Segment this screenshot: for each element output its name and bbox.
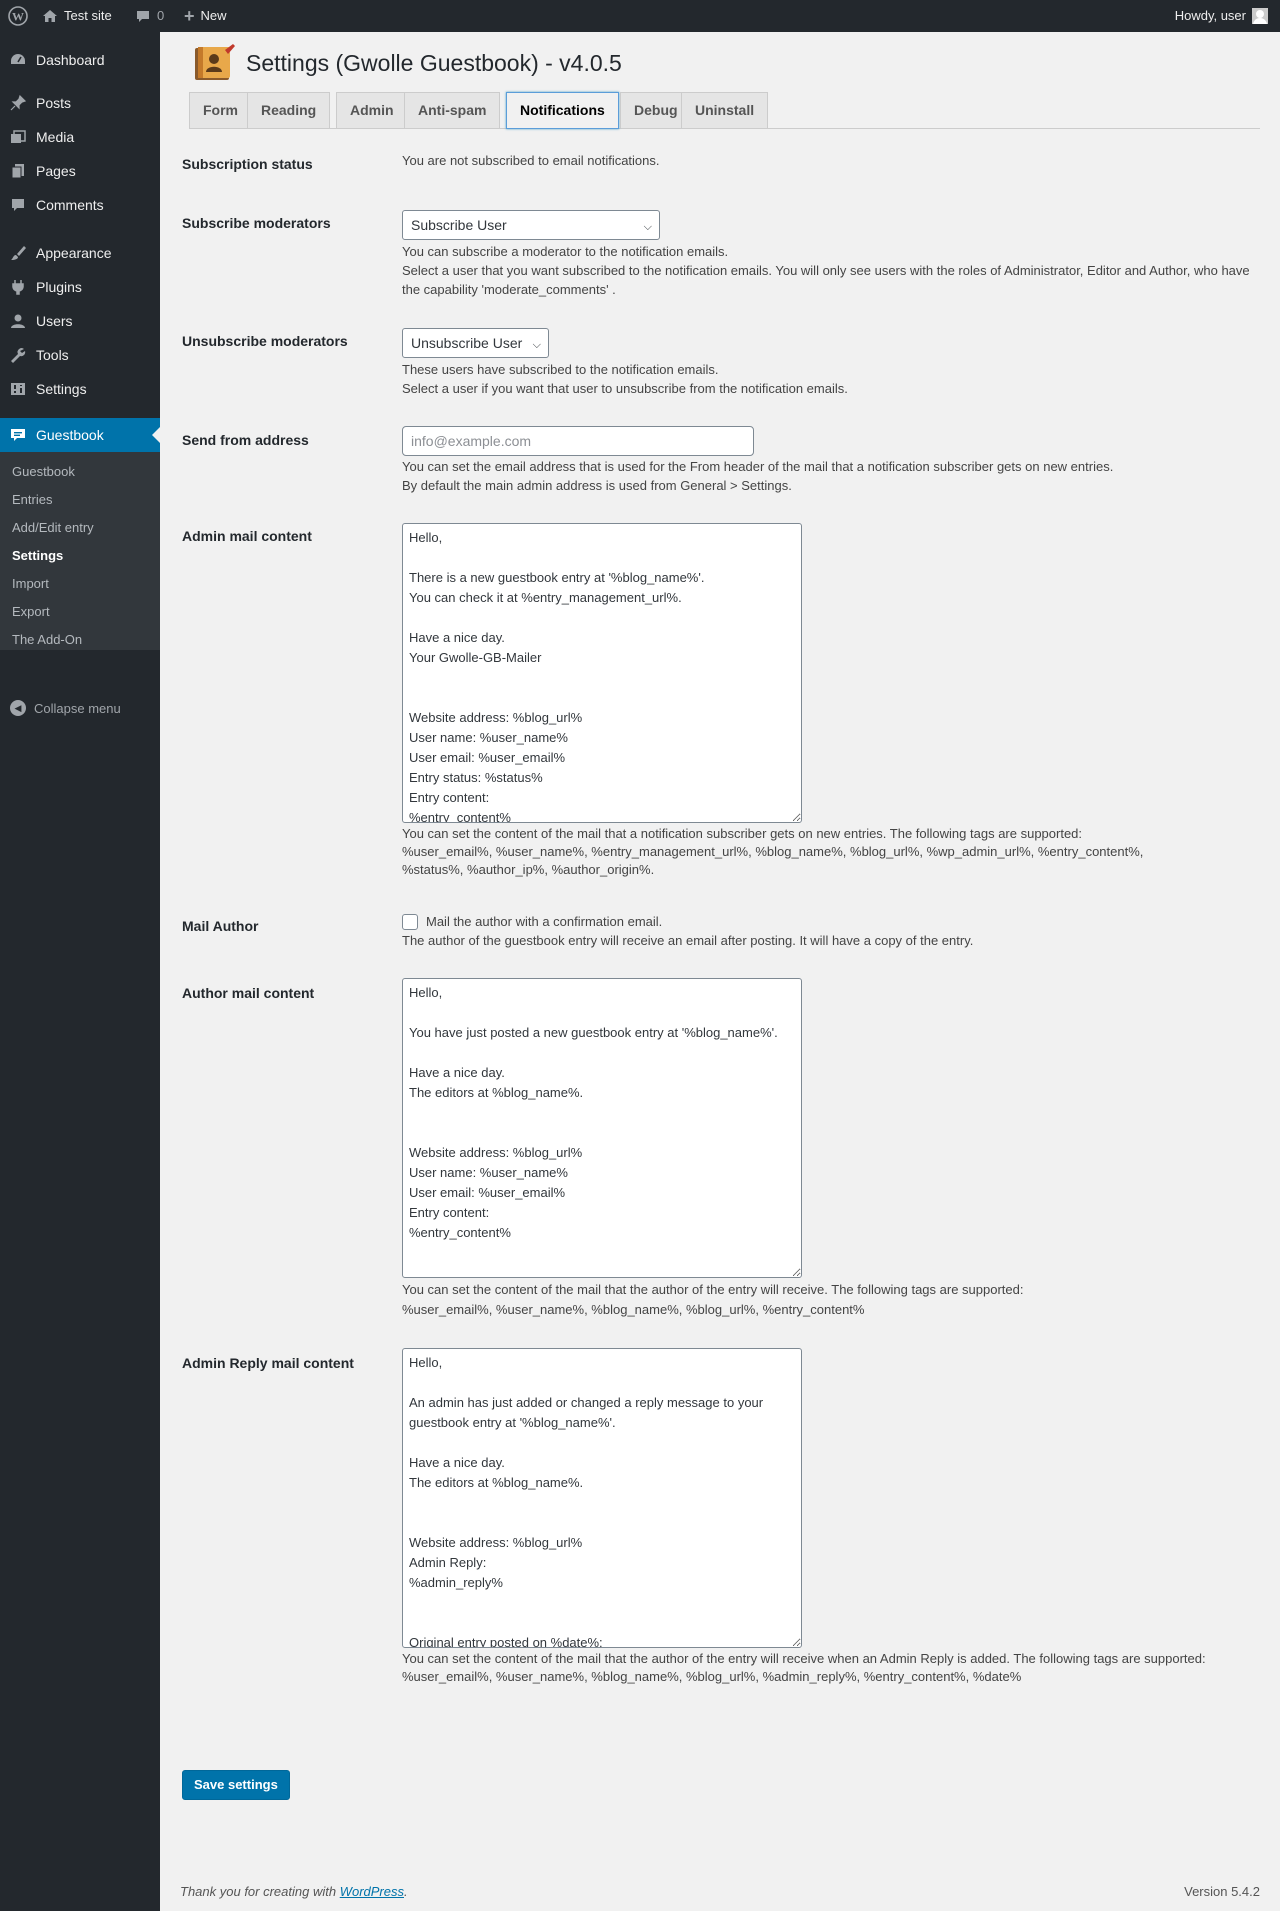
sidebar-item-dashboard[interactable] [0, 43, 160, 77]
sidebar-item-appearance[interactable] [0, 236, 160, 270]
mail-author-label: Mail Author [182, 918, 259, 934]
wordpress-logo-icon[interactable] [8, 0, 28, 32]
submenu-item-import[interactable]: Import [12, 576, 49, 591]
unsubscribe-user-select-wrap [402, 328, 549, 358]
author-mail-content-label: Author mail content [182, 985, 315, 1001]
collapse-arrow-icon: ◀ [10, 700, 26, 716]
main-content [160, 32, 1280, 1911]
admin-mail-textarea[interactable] [402, 523, 802, 823]
submenu-item-guestbook[interactable]: Guestbook [12, 464, 75, 479]
tab-debug[interactable]: Debug [620, 92, 692, 128]
chevron-down-icon: ⌵ [532, 339, 541, 351]
author-mail-textarea[interactable] [402, 978, 802, 1278]
subscribe-desc-1: You can subscribe a moderator to the notification emails. [402, 244, 729, 259]
admin-mail-content-label: Admin mail content [182, 528, 312, 544]
home-icon [42, 8, 58, 24]
admin-mail-desc-2: %user_email%, %user_name%, %entry_management_url%, %blog_name%, %blog_url%, %wp_admin_url%, %entry_content%, [402, 844, 1144, 859]
plus-icon: + [184, 6, 195, 26]
sidebar-item-media[interactable] [0, 120, 160, 154]
submenu-item-entries[interactable]: Entries [12, 492, 53, 507]
submenu-item-settings[interactable]: Settings [12, 548, 64, 563]
sidebar-item-label: Tools [36, 347, 69, 363]
site-name-link[interactable] [42, 0, 112, 32]
media-icon [0, 128, 36, 146]
sidebar-item-label: Comments [36, 197, 104, 213]
sidebar-item-guestbook[interactable] [0, 418, 160, 452]
guestbook-logo-icon [192, 44, 236, 82]
sidebar-item-label: Dashboard [36, 52, 105, 68]
admin-bar [0, 0, 1280, 32]
tab-form[interactable]: Form [189, 92, 252, 128]
mail-author-checkbox[interactable] [402, 914, 418, 930]
guestbook-submenu [0, 452, 160, 650]
sidebar-item-label: Posts [36, 95, 72, 111]
admin-mail-desc-1: You can set the content of the mail that a notification subscriber gets on new entries. The following tags are supported: [402, 826, 1083, 841]
author-mail-desc-1: You can set the content of the mail that the author of the entry will receive. The following tags are supported: [402, 1282, 1024, 1297]
new-label: New [200, 8, 227, 23]
sidebar-item-label: Appearance [36, 245, 112, 261]
submenu-item-the-add-on[interactable]: The Add-On [12, 632, 83, 647]
subscribe-user-select[interactable] [402, 210, 660, 240]
footer-thanks-suffix: . [404, 1884, 408, 1899]
site-name-label: Test site [64, 8, 112, 23]
sidebar-item-label: Pages [36, 163, 76, 179]
page-title: Settings (Gwolle Guestbook) - v4.0.5 [246, 49, 622, 76]
sidebar-item-label: Guestbook [36, 427, 104, 443]
comments-link[interactable] [135, 0, 164, 32]
mail-author-field [402, 912, 1262, 950]
tab-admin[interactable]: Admin [336, 92, 408, 128]
from-address-desc-1: You can set the email address that is used for the From header of the mail that a notification subscriber gets on new entries. [402, 459, 1114, 474]
plug-icon [0, 278, 36, 296]
mail-author-desc: The author of the guestbook entry will receive an email after posting. It will have a copy of the entry. [402, 933, 974, 948]
tab-anti-spam[interactable]: Anti-spam [404, 92, 500, 128]
sidebar-item-users[interactable] [0, 304, 160, 338]
tab-uninstall[interactable]: Uninstall [681, 92, 768, 128]
sidebar-item-plugins[interactable] [0, 270, 160, 304]
pages-icon [0, 162, 36, 180]
admin-reply-mail-desc-2: %user_email%, %user_name%, %blog_name%, %blog_url%, %admin_reply%, %entry_content%, %date% [402, 1669, 1022, 1684]
from-address-desc-2: By default the main admin address is used from General > Settings. [402, 478, 792, 493]
comment-bubble-icon [135, 8, 151, 24]
new-content-link[interactable] [184, 0, 227, 32]
unsubscribe-moderators-label: Unsubscribe moderators [182, 333, 348, 349]
settings-icon [0, 380, 36, 398]
guestbook-icon [0, 426, 36, 444]
subscribe-user-select-wrap [402, 210, 660, 240]
unsubscribe-desc-2: Select a user if you want that user to unsubscribe from the notification emails. [402, 381, 848, 396]
howdy-label: Howdy, user [1174, 8, 1246, 23]
footer-thanks-prefix: Thank you for creating with [180, 1884, 340, 1899]
sidebar-item-comments[interactable] [0, 188, 160, 222]
subscribe-moderators-field [402, 210, 1262, 299]
tab-notifications[interactable]: Notifications [506, 92, 619, 129]
sidebar-item-settings[interactable] [0, 372, 160, 406]
admin-reply-mail-content-field [402, 1348, 1262, 1686]
sidebar-item-posts[interactable] [0, 86, 160, 120]
pin-icon [0, 94, 36, 112]
tab-reading[interactable]: Reading [247, 92, 330, 128]
submenu-item-export[interactable]: Export [12, 604, 50, 619]
user-icon [0, 312, 36, 330]
avatar [1252, 8, 1268, 24]
page-header [192, 44, 622, 82]
dashboard-icon [0, 51, 36, 69]
sidebar-item-label: Settings [36, 381, 87, 397]
send-from-address-label: Send from address [182, 432, 309, 448]
admin-mail-desc-3: %status%, %author_ip%, %author_origin%. [402, 862, 655, 877]
sidebar-item-label: Plugins [36, 279, 82, 295]
admin-reply-mail-content-label: Admin Reply mail content [182, 1355, 354, 1371]
save-settings-button[interactable]: Save settings [182, 1770, 290, 1800]
subscribe-moderators-label: Subscribe moderators [182, 215, 331, 231]
footer-version: Version 5.4.2 [1184, 1884, 1260, 1899]
subscription-status-text: You are not subscribed to email notifications. [402, 153, 660, 168]
sidebar-item-label: Users [36, 313, 73, 329]
subscription-status-label: Subscription status [182, 156, 313, 172]
admin-reply-mail-textarea[interactable] [402, 1348, 802, 1648]
mail-author-checkbox-row[interactable] [402, 912, 1262, 931]
collapse-menu-button[interactable] [10, 700, 121, 716]
from-address-input[interactable] [402, 426, 754, 456]
sidebar-item-tools[interactable] [0, 338, 160, 372]
sidebar-item-label: Media [36, 129, 75, 145]
wrench-icon [0, 346, 36, 364]
author-mail-content-field [402, 978, 1262, 1320]
user-account-menu[interactable] [1175, 0, 1268, 32]
chevron-down-icon: ⌵ [643, 221, 652, 233]
send-from-address-field [402, 426, 1262, 495]
sidebar-item-pages[interactable] [0, 154, 160, 188]
admin-reply-mail-desc-1: You can set the content of the mail that the author of the entry will receive when an Admin Reply is added. The following tags are supported: [402, 1651, 1206, 1666]
collapse-menu-label: Collapse menu [34, 700, 121, 716]
unsubscribe-moderators-field [402, 328, 1262, 398]
svg-text:W: W [12, 9, 24, 24]
unsubscribe-desc-1: These users have subscribed to the notification emails. [402, 362, 719, 377]
comments-count: 0 [157, 8, 165, 23]
settings-tabs [189, 92, 1260, 129]
brush-icon [0, 244, 36, 262]
unsubscribe-user-select[interactable] [402, 328, 549, 358]
mail-author-checkbox-label[interactable]: Mail the author with a confirmation email. [426, 914, 663, 929]
subscribe-desc-2: Select a user that you want subscribed to the notification emails. You will only see users with the roles of Administrator, Editor and Author, who have the capability 'moderate_comments' . [402, 263, 1250, 297]
wordpress-link[interactable]: WordPress [339, 1884, 404, 1899]
comments-icon [0, 196, 36, 214]
admin-sidebar [0, 32, 160, 1911]
author-mail-desc-2: %user_email%, %user_name%, %blog_name%, %blog_url%, %entry_content% [402, 1302, 865, 1317]
admin-mail-content-field [402, 523, 1262, 879]
submenu-item-add-edit-entry[interactable]: Add/Edit entry [12, 520, 94, 535]
footer-thanks [180, 1884, 408, 1899]
